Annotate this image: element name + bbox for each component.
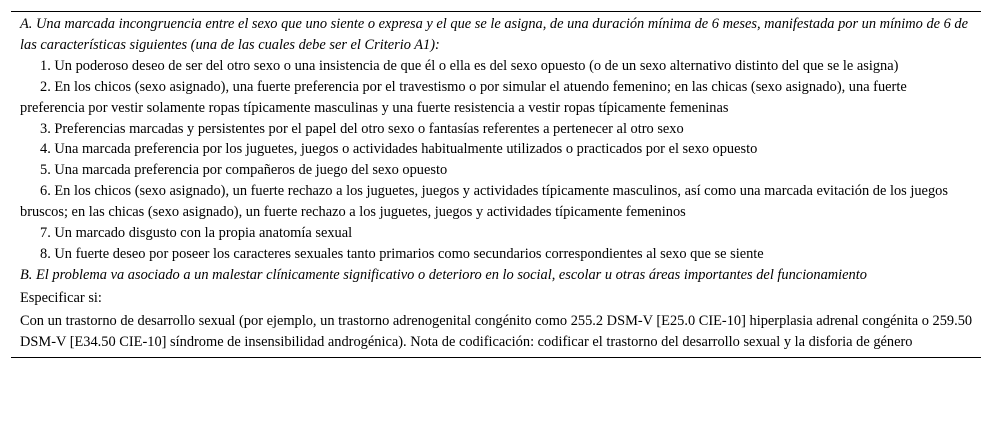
criterion-a-item-4: 4. Una marcada preferencia por los juguetes, juegos o actividades habitualmente utilizados o practicados por el sexo opuesto bbox=[40, 141, 758, 158]
criteria-table bbox=[11, 11, 981, 358]
specify-label: Especificar si: bbox=[20, 289, 102, 306]
criterion-a-item-5: 5. Una marcada preferencia por compañeros de juego del sexo opuesto bbox=[40, 162, 448, 179]
criterion-a-item-3: 3. Preferencias marcadas y persistentes por el papel del otro sexo o fantasías referentes a pertenecer al otro sexo bbox=[40, 120, 684, 137]
criterion-a-item-2: 2. En los chicos (sexo asignado), una fuerte preferencia por el travestismo o por simular el atuendo femenino; en las chicas (sexo asignado), una fuerte preferencia por vestir solamente ropas típicamente masculinas y una fuerte resistencia a vestir ropas típicamente femeninas bbox=[20, 78, 907, 116]
criterion-a-item-6: 6. En los chicos (sexo asignado), un fuerte rechazo a los juguetes, juegos y actividades típicamente masculinos, así como una marcada evitación de los juegos bruscos; en las chicas (sexo asignado), un fuerte rechazo a los juguetes, juegos y actividades típicamente femeninos bbox=[20, 183, 948, 221]
criterion-a-item-7: 7. Un marcado disgusto con la propia anatomía sexual bbox=[40, 225, 353, 242]
criteria-cell bbox=[11, 12, 981, 357]
criterion-b-heading: B. El problema va asociado a un malestar clínicamente significativo o deterioro en lo social, escolar u otras áreas importantes del funcionamiento bbox=[20, 266, 867, 283]
specify-text: Con un trastorno de desarrollo sexual (por ejemplo, un trastorno adrenogenital congénito como 255.2 DSM-V [E25.0 CIE-10] hiperplasia adrenal congénita o 259.50 DSM-V [E34.50 CIE-10] síndrome de insensibilidad androgénica). Nota de codificación: codificar el trastorno del desarrollo sexual y la disforia de género bbox=[20, 312, 973, 350]
criterion-a-item-1: 1. Un poderoso deseo de ser del otro sexo o una insistencia de que él o ella es del sexo opuesto (o de un sexo alternativo distinto del que se le asigna) bbox=[40, 57, 899, 74]
criterion-a-heading: A. Una marcada incongruencia entre el sexo que uno siente o expresa y el que se le asigna, de una duración mínima de 6 meses, manifestada por un mínimo de 6 de las características siguientes (una de las cuales debe ser el Criterio A1): bbox=[20, 16, 968, 53]
criterion-a-item-8: 8. Un fuerte deseo por poseer los caracteres sexuales tanto primarios como secundarios correspondientes al sexo que se siente bbox=[40, 245, 764, 262]
